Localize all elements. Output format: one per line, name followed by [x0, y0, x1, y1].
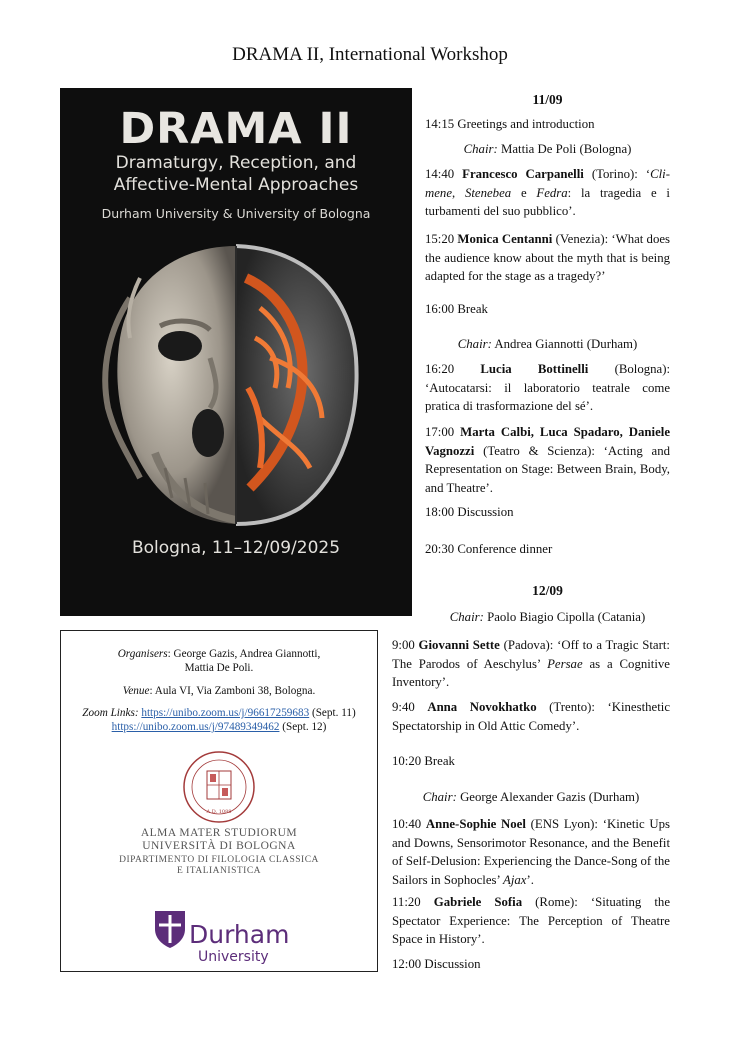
- talk-time: 9:00: [392, 638, 415, 652]
- workshop-poster: [60, 88, 412, 616]
- unibo-line-2: UNIVERSITÀ DI BOLOGNA: [142, 840, 296, 852]
- talk-title-end: as a Cognitive Inventory’.: [392, 656, 670, 689]
- day1-talk-1: [425, 165, 670, 221]
- talk-title: (Padova): ‘Off to a Tragic Start: The Parodos of Aeschylus’: [392, 638, 670, 671]
- organisers-line: [61, 647, 377, 661]
- talk-title: (Rome): ‘Situating the Spectator Experience: The Perception of Theatre Space in History’.: [392, 895, 671, 946]
- chair-label: Chair:: [449, 610, 484, 624]
- talk-speaker: Francesco Carpanelli: [462, 167, 584, 181]
- chair-label: Chair:: [457, 337, 492, 351]
- talk-speaker: Anna Novokhatko: [427, 700, 537, 714]
- venue-line: [61, 684, 377, 698]
- info-box: [60, 630, 378, 972]
- chair-label: Chair:: [422, 790, 457, 804]
- talk-title-rest: : la tragedia e i turbamenti del suo pubblico’.: [425, 185, 670, 218]
- chair-name: Andrea Giannotti (Durham): [494, 337, 638, 351]
- talk-title-stenebea: Stenebea: [464, 185, 512, 200]
- talk-time: 16:20: [425, 362, 455, 376]
- day2-talk-1: [392, 636, 670, 692]
- talk-title: (Venezia): ‘What does the audience know about the myth that is being adapted for the stage as a tragedy?’: [425, 232, 671, 283]
- venue-text: : Aula VI, Via Zamboni 38, Bologna.: [149, 685, 316, 697]
- durham-university: University: [198, 949, 269, 965]
- talk-speaker: Lucia Bottinelli: [480, 362, 589, 376]
- talk-time: 11:20: [392, 895, 421, 909]
- talk-speaker: Anne-Sophie Noel: [425, 817, 526, 831]
- talk-time: 14:40: [425, 167, 455, 181]
- day1-chair-1: [425, 142, 670, 157]
- zoom-note-1: (Sept. 11): [311, 707, 356, 719]
- poster-subtitle-2: Affective-Mental Approaches: [113, 175, 359, 195]
- poster-title: DRAMA II: [119, 104, 353, 154]
- organisers-line-2: Mattia De Poli.: [184, 662, 254, 674]
- venue-label: Venue: [122, 685, 150, 697]
- organisers-label: Organisers: [117, 648, 168, 660]
- poster-subtitle-1: Dramaturgy, Reception, and: [115, 153, 357, 173]
- day2-discussion: 12:00 Discussion: [392, 957, 481, 971]
- talk-speaker: Giovanni Sette: [418, 638, 500, 652]
- durham-shield-icon: [153, 909, 187, 949]
- department-line-1: DIPARTIMENTO DI FILOLOGIA CLASSICA: [119, 855, 319, 865]
- mask-brain-illustration: [60, 238, 412, 528]
- day1-talk-2: [425, 230, 670, 286]
- talk-time: 15:20: [425, 232, 455, 246]
- zoom-note-2: (Sept. 12): [282, 721, 327, 733]
- talk-time: 9:40: [392, 700, 415, 714]
- zoom-line-1: [61, 706, 377, 720]
- unibo-line-1: ALMA MATER STUDIORUM: [140, 827, 298, 839]
- chair-name: Mattia De Poli (Bologna): [500, 142, 632, 156]
- organisers-text: : George Gazis, Andrea Giannotti,: [167, 648, 321, 660]
- day1-date: 11/09: [532, 92, 563, 107]
- talk-title-ajax: Ajax: [503, 872, 527, 887]
- unibo-seal-icon: [181, 749, 257, 825]
- talk-sep-1: ,: [452, 185, 465, 200]
- talk-time: 17:00: [425, 425, 455, 439]
- day2-talk-2: [392, 698, 670, 735]
- day1-greetings: 14:15 Greetings and introduction: [425, 117, 595, 131]
- talk-speaker: Marta Calbi, Luca Spadaro, Daniele Vagnozzi: [425, 425, 670, 458]
- talk-title-persae: Persae: [547, 656, 583, 671]
- page-title: DRAMA II, International Workshop: [232, 44, 508, 65]
- day1-break: 16:00 Break: [425, 302, 488, 316]
- zoom-line-2: [61, 720, 377, 734]
- talk-sep-2: e: [511, 185, 537, 200]
- poster-date: Bologna, 11–12/09/2025: [131, 538, 341, 558]
- talk-speaker: Monica Centanni: [457, 232, 553, 246]
- department-line-2: E ITALIANISTICA: [176, 866, 262, 876]
- poster-institutions: Durham University & University of Bologna: [101, 206, 371, 221]
- talk-title: (Bologna): ‘Autocatarsi: il laboratorio teatrale come pratica di trasformazione del sé’.: [425, 362, 671, 413]
- day2-chair-2: [392, 790, 670, 805]
- talk-title-fedra: Fedra: [536, 185, 568, 200]
- talk-title-end: ’.: [526, 872, 534, 887]
- chair-label: Chair:: [463, 142, 498, 156]
- talk-speaker: Gabriele Sofia: [433, 895, 523, 909]
- talk-title-climene: Cli-mene: [425, 167, 670, 200]
- zoom-label: Zoom Links:: [82, 707, 139, 719]
- day1-chair-2: [425, 337, 670, 352]
- day2-break: 10:20 Break: [392, 754, 455, 768]
- day2-talk-4: [392, 893, 670, 949]
- day2-date: 12/09: [532, 583, 563, 598]
- talk-title: (Trento): ‘Kinesthetic Spectatorship in Old Attic Comedy’.: [392, 700, 671, 733]
- talk-time: 10:40: [392, 817, 422, 831]
- day2-talk-3: [392, 815, 670, 889]
- svg-text:A.D. 1088: A.D. 1088: [206, 809, 232, 815]
- zoom-link-1[interactable]: https://unibo.zoom.us/j/96617259683: [141, 707, 310, 719]
- chair-name: Paolo Biagio Cipolla (Catania): [487, 610, 646, 624]
- durham-name: Durham: [189, 920, 290, 949]
- talk-title: (Teatro & Scienza): ‘Acting and Representation on Stage: Between Brain, Body, and Theatre’.: [425, 443, 670, 495]
- day1-discussion: 18:00 Discussion: [425, 505, 514, 519]
- talk-title: (ENS Lyon): ‘Kinetic Ups and Downs, Sensorimotor Resonance, and the Benefit of Self-Delusion: Experiencing the Dance-Song of the Sailors in Sophocles’: [392, 817, 670, 887]
- day2-chair-1: [425, 610, 670, 625]
- day1-dinner: 20:30 Conference dinner: [425, 542, 553, 556]
- chair-name: George Alexander Gazis (Durham): [460, 790, 640, 804]
- talk-affiliation: (Torino): ‘: [591, 167, 651, 181]
- day1-talk-3: [425, 360, 670, 416]
- day1-talk-4: [425, 423, 670, 497]
- zoom-link-2[interactable]: https://unibo.zoom.us/j/97489349462: [111, 721, 280, 733]
